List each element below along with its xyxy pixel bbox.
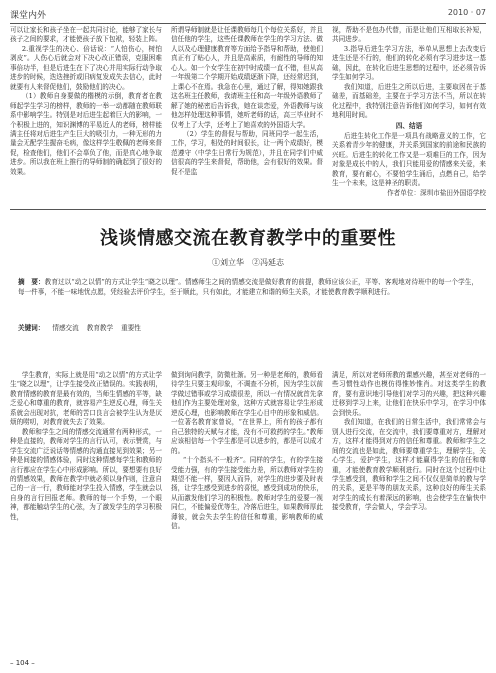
section-heading: 四、结语: [395, 121, 423, 130]
page-header: [10, 8, 486, 22]
author-affiliation: 作者单位：深圳市盐田外国语学校: [387, 188, 486, 197]
paragraph: 后进生转化工作是一项具有战略意义的工作，它关系着青少年的健康，并关系到国家的前途和民族的兴旺。后进生的转化工作又是一项难巨的工作，因为对象是成长中的人，我们只能用爱的情感来关爱，来教育，要有耐心，不要怕学生涌后，点燃自己，给学生一个未来，这是神圣的职责。: [332, 131, 486, 188]
article-title: 浅谈情感交流在教育教学中的重要性: [100, 228, 396, 249]
paragraph: 可以让家长和孩子坐在一起共同讨论，能够了家长与孩子之间的要求，才能使孩子放下包袱，轻装上阵。: [10, 26, 162, 44]
paragraph: 我们知道，在我们的日常生活中，我们常常会与别人进行交流，在交流中，我们要尊重对方，理解对方，这样才能得到对方的信任和尊重。教师和学生之间的交流也是如此，教师要尊重学生，理解学生，关心学生，爱护学生，这样才能赢得学生的信任和尊重，才能使教育教学顺利进行。同时在这个过程中让学生感受到，教师和学生之间不仅仅是简单的教与学的关系，更是平等的朋友关系，这种良好的师生关系对学生的成长有着深远的影响，也会使学生在愉快中接受教育，学会做人，学会学习。: [332, 418, 486, 512]
article-divider: [10, 209, 486, 210]
paragraph: 满足，所以对老师所教的课感兴趣，甚至对老师的一些习惯性动作也模仿得惟妙惟肖。对这类学生的教育，要有意识地引导他们对学习的兴趣，把这种兴趣迁移到学习上来，让他们在快乐中学习，在学习中体会到快乐。: [332, 371, 486, 417]
keywords-label: 关键词：: [18, 324, 45, 332]
top-column-2: [171, 26, 323, 202]
abstract-text: 教育过以“动之以情”的方式让学生“晓之以理”。情感师生之间的情感交流是做好教育的前提，教师应该公正，平等、客观地对待班中的每一个学生，每一件事，不能一味地忧点愿，凭经验去评价学生，至于顺此，只有如此，才能建立和谐的师生关系，才能使教育教学顺利进行。: [18, 278, 479, 296]
issue-number: 2010 · 07: [447, 8, 486, 17]
keyword: 情感交流: [52, 324, 79, 332]
body-column-3: [332, 371, 486, 653]
paragraph: 我们知道，后进生之所以后进，主要取因在于基础差，而基础差，主要在于学习方法不当，所以在转化过程中，我特别注意告诉他们如何学习，如何有效地利用时间。: [332, 82, 486, 120]
body-column-2: [171, 371, 323, 653]
header-rule: [10, 23, 486, 24]
article-authors: ①刘立华 ②冯延志: [212, 258, 284, 267]
body-column-1: [10, 371, 162, 653]
keywords: [18, 322, 478, 332]
paragraph: 视，帮助不是包办代替，而是让他们互相取长补短，共同进步。: [332, 26, 486, 44]
keyword: 教育教学: [86, 324, 114, 332]
paragraph: 学生教育，实际上就是用“动之以情”的方式让学生“晓之以理”，让学生接受改正错误的。实践表明，教育情感的教育是最有效的，当师生情感的平等，缺乏爱心和尊重的教育，就容易产生逆反心理，师生关系就会出现对抗，老师的苦口良言会被学生认为是厌烦的唠叨，对教育就失去了效果。: [10, 371, 162, 427]
paragraph: 3.指导后进生学习方法，举单从思想上去改变后进生还是不行的，他们的转化必须有学习进步这一基础，因此，在转化后进生思想的过程中，还必须告诉学生如何学习。: [332, 44, 486, 82]
keyword: 重要性: [121, 324, 141, 332]
journal-name: 课堂内外: [10, 11, 47, 21]
paragraph: 2.重视学生的决心、倍话说：“人怕伤心，树怕剥皮”。人伤心后就会对下决心改正错误，克服困难事倍功半，但是后进生在下了决心并用实际行动争取进步的时候，迭迭挫折或旧病复发成失去信心，此时就要有人来督促他们，鼓励他们的决心。: [10, 44, 162, 91]
paragraph: （1）教师自身要做的楷模的示倒，教育者在教师起学生学习的榜样，教师的一举一动都随在教师联系中影响学生。特别是对后进生起着巨大的影响，一个积极上进的，知识渊博的平易近人的老师，榜样能满主任将对后进生产生巨大的吸引力，一种无形的力量会无配学生握奋毛病，像这样学生敬佩的老师来督促，检查他们，他们不会辜负了他，而是真心地争取进步。所以我在班上推行的导师制的确起到了很好的效果。: [10, 92, 162, 176]
paragraph: 教师和学生之间的情感交流通常有两种形式，一种是直接的，教师对学生的言行认可，表示赞赏，与学生交流广泛说话等情感的沟通直接见到效果；另一种是间接的情感体验，同时这种情感每学生和教师的言行都应在学生心中形成影响。所以，要想要有良好的情感效果，教师在教学中就必须以身作则，注意自己的一言一行，教师能对学生投入情感，学生就会以自身的言行回报老师。教师的每一个手势，一个眼神，都能触动学生的心弦，为了激发学生的学习积极性，: [10, 427, 162, 521]
abstract: [18, 277, 478, 297]
page-number: – 104 –: [10, 659, 35, 667]
top-column-1: [10, 26, 162, 202]
abstract-label: 摘 要：: [18, 278, 45, 286]
paragraph: “十个指头不一般齐”。同样的学生，有的学生接受能力强，有的学生接受能力差，所以教师对学生的期望不能一样，要因人而异，对学生的进步要及时表扬，让学生感受到进步的喜悦，感受到成功的快乐，从而激发他们学习的积极性。教师对学生的爱要一视同仁，不能偏爱优等生，冷落后进生，如果教师厚此薄彼，就会失去学生的信任和尊重，影响教师的威信。: [171, 456, 323, 531]
paragraph: （2）学生的督促与帮助，同班同学一起生活，工作，学习，相处的时间很长，让一两个成绩好，模范遵守（中学生日常行为规范），并且在同学们中威信很高的学生来督促，帮助他，会有很好的效果。督促不是监: [171, 129, 323, 176]
paragraph: 做到询问教学，防微杜渐。另一种是老师的，教师看待学生只要主观印象，不调查不分析，因为学生以前学做过错事或学习成绩很差，所以一有情况就首先拿他们作为主要处理对象，这种方式就容易让学生形成逆反心理，也影响教师在学生心目中的形象和威信。一位著名教育家曾说，“在世界上，所有的孩子都有自己独特的天赋与才能，没有不可救药的学生。”教师应该相信每一个学生都是可以进步的，都是可以成才的。: [171, 371, 323, 455]
paragraph: 所谓导师制就是让任课教师每几个每位关系好，并且信任他的学生，这些任课教师在学生的学习方法、做人以及心理健康教育等方面给予指导和帮助，使他们真正有了贴心人，并且是高素质，有耐性的导师的知心人。如一个女学生在初中时成绩一直不错，但从高一年级第二个学期开始成绩逐渐下降，还经常迟到，上课心不在焉。我急在心里，通过了解，得知她跟我这名班主任教师，我请班主任和高一年级外语教师了解了她的秘密后告诉我，她在谈恋爱，外语教师与该他怎样处理这种事情，她听老师的话，高三毕业时不仅考上了大学，还考上了她喜欢的外国语大学。: [171, 26, 323, 129]
top-column-3: [332, 26, 486, 202]
